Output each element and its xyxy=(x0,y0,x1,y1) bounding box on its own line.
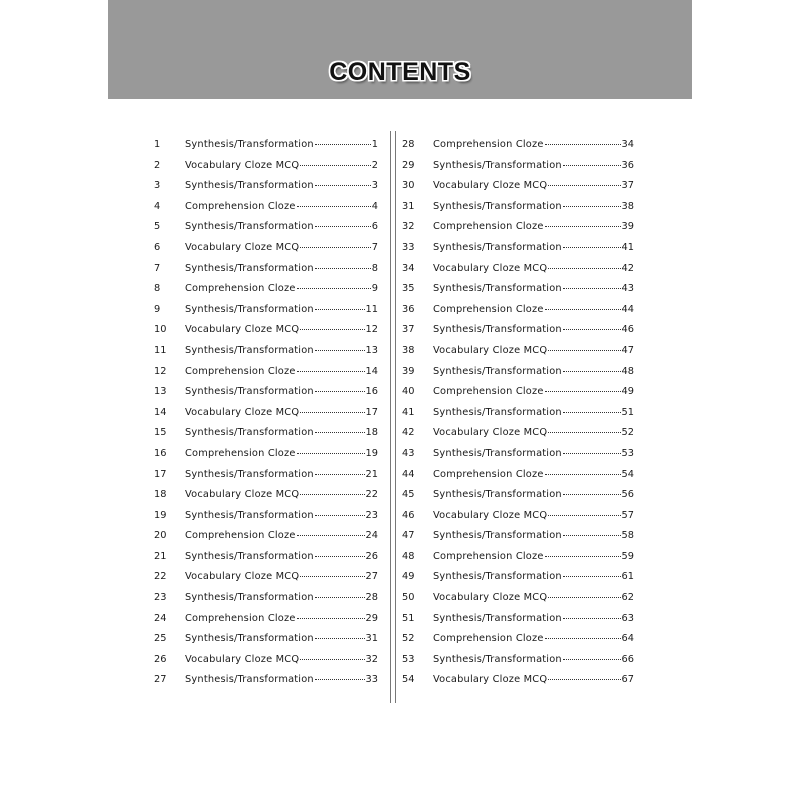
entry-page-number: 58 xyxy=(621,530,634,542)
entry-page-number: 18 xyxy=(365,427,378,439)
dot-leader xyxy=(297,453,365,454)
dot-leader xyxy=(315,597,365,598)
entry-page-number: 12 xyxy=(365,324,378,336)
contents-entry xyxy=(402,650,634,671)
entry-title: Synthesis/Transformation xyxy=(433,283,562,295)
dot-leader xyxy=(300,412,364,413)
dot-leader xyxy=(297,618,365,619)
contents-entry xyxy=(154,567,378,588)
entry-number: 14 xyxy=(154,406,167,418)
entry-title: Synthesis/Transformation xyxy=(433,489,562,501)
dot-leader xyxy=(297,206,371,207)
entry-page-number: 67 xyxy=(621,674,634,686)
dot-leader xyxy=(548,597,620,598)
dot-leader xyxy=(315,350,365,351)
entry-number: 38 xyxy=(402,344,415,356)
entry-number: 22 xyxy=(154,571,167,583)
entry-number: 32 xyxy=(402,221,415,233)
page-title: CONTENTS xyxy=(329,58,471,86)
entry-page-number: 46 xyxy=(621,324,634,336)
contents-entry xyxy=(154,279,378,300)
entry-page-number: 8 xyxy=(371,262,378,274)
entry-number: 36 xyxy=(402,303,415,315)
entry-page-number: 64 xyxy=(621,633,634,645)
entry-number: 16 xyxy=(154,447,167,459)
entry-page-number: 26 xyxy=(365,550,378,562)
entry-number: 13 xyxy=(154,386,167,398)
dot-leader xyxy=(315,638,365,639)
entry-number: 45 xyxy=(402,489,415,501)
entry-title: Vocabulary Cloze MCQ xyxy=(185,406,300,418)
contents-entry xyxy=(154,526,378,547)
entry-title: Synthesis/Transformation xyxy=(185,468,314,480)
entry-title: Comprehension Cloze xyxy=(185,612,296,624)
entry-page-number: 39 xyxy=(621,221,634,233)
entry-title: Vocabulary Cloze MCQ xyxy=(185,241,300,253)
dot-leader xyxy=(548,679,620,680)
contents-entry xyxy=(402,485,634,506)
entry-page-number: 31 xyxy=(365,633,378,645)
entry-page-number: 33 xyxy=(365,674,378,686)
entry-page-number: 47 xyxy=(621,344,634,356)
dot-leader xyxy=(315,515,365,516)
entry-number: 7 xyxy=(154,262,161,274)
contents-entry xyxy=(154,609,378,630)
contents-entry xyxy=(154,197,378,218)
entry-number: 34 xyxy=(402,262,415,274)
contents-entry xyxy=(402,382,634,403)
entry-title: Synthesis/Transformation xyxy=(185,386,314,398)
entry-page-number: 41 xyxy=(621,241,634,253)
contents-entry xyxy=(402,197,634,218)
entry-title: Vocabulary Cloze MCQ xyxy=(433,180,548,192)
dot-leader xyxy=(563,453,621,454)
contents-column-right xyxy=(402,135,634,691)
entry-page-number: 49 xyxy=(621,386,634,398)
entry-page-number: 48 xyxy=(621,365,634,377)
contents-entry xyxy=(154,444,378,465)
contents-entry xyxy=(154,320,378,341)
entry-number: 40 xyxy=(402,386,415,398)
entry-title: Synthesis/Transformation xyxy=(185,550,314,562)
contents-entry xyxy=(154,156,378,177)
contents-entry xyxy=(402,176,634,197)
dot-leader xyxy=(297,535,365,536)
entry-number: 26 xyxy=(154,653,167,665)
dot-leader xyxy=(548,432,620,433)
dot-leader xyxy=(545,226,621,227)
entry-page-number: 1 xyxy=(371,139,378,150)
entry-title: Comprehension Cloze xyxy=(185,530,296,542)
entry-title: Vocabulary Cloze MCQ xyxy=(433,344,548,356)
entry-number: 18 xyxy=(154,489,167,501)
entry-title: Vocabulary Cloze MCQ xyxy=(185,571,300,583)
entry-number: 9 xyxy=(154,303,161,315)
dot-leader xyxy=(548,268,620,269)
entry-number: 30 xyxy=(402,180,415,192)
dot-leader xyxy=(300,576,364,577)
entry-page-number: 56 xyxy=(621,489,634,501)
entry-title: Vocabulary Cloze MCQ xyxy=(185,489,300,501)
entry-number: 11 xyxy=(154,344,167,356)
entry-title: Synthesis/Transformation xyxy=(185,180,314,192)
contents-entry xyxy=(402,670,634,691)
dot-leader xyxy=(315,309,365,310)
entry-title: Comprehension Cloze xyxy=(185,283,296,295)
contents-entry xyxy=(154,547,378,568)
dot-leader xyxy=(545,391,621,392)
dot-leader xyxy=(315,556,365,557)
entry-title: Synthesis/Transformation xyxy=(433,447,562,459)
dot-leader xyxy=(315,185,371,186)
entry-title: Synthesis/Transformation xyxy=(433,571,562,583)
entry-title: Synthesis/Transformation xyxy=(185,344,314,356)
contents-entry xyxy=(402,135,634,156)
entry-number: 46 xyxy=(402,509,415,521)
entry-page-number: 17 xyxy=(365,406,378,418)
entry-number: 54 xyxy=(402,674,415,686)
dot-leader xyxy=(563,206,621,207)
entry-number: 19 xyxy=(154,509,167,521)
entry-number: 35 xyxy=(402,283,415,295)
entry-title: Comprehension Cloze xyxy=(433,468,544,480)
entry-page-number: 37 xyxy=(621,180,634,192)
contents-entry xyxy=(402,238,634,259)
entry-number: 24 xyxy=(154,612,167,624)
entry-number: 31 xyxy=(402,200,415,212)
entry-number: 2 xyxy=(154,159,161,171)
column-divider xyxy=(390,131,396,703)
contents-entry xyxy=(154,217,378,238)
contents-entry xyxy=(154,506,378,527)
entry-title: Synthesis/Transformation xyxy=(185,674,314,686)
dot-leader xyxy=(297,288,371,289)
entry-title: Synthesis/Transformation xyxy=(433,530,562,542)
entry-title: Synthesis/Transformation xyxy=(433,365,562,377)
dot-leader xyxy=(563,329,621,330)
entry-title: Vocabulary Cloze MCQ xyxy=(433,592,548,604)
entry-number: 28 xyxy=(402,139,415,150)
dot-leader xyxy=(563,535,621,536)
contents-entry xyxy=(402,444,634,465)
entry-title: Vocabulary Cloze MCQ xyxy=(185,159,300,171)
entry-page-number: 42 xyxy=(621,262,634,274)
dot-leader xyxy=(545,474,621,475)
entry-page-number: 19 xyxy=(365,447,378,459)
entry-number: 5 xyxy=(154,221,161,233)
contents-entry xyxy=(154,382,378,403)
entry-page-number: 29 xyxy=(365,612,378,624)
entry-title: Synthesis/Transformation xyxy=(433,612,562,624)
entry-title: Vocabulary Cloze MCQ xyxy=(185,653,300,665)
entry-page-number: 22 xyxy=(365,489,378,501)
entry-number: 37 xyxy=(402,324,415,336)
entry-page-number: 4 xyxy=(371,200,378,212)
contents-page xyxy=(108,0,692,800)
dot-leader xyxy=(563,165,621,166)
entry-number: 27 xyxy=(154,674,167,686)
entry-title: Comprehension Cloze xyxy=(433,633,544,645)
entry-number: 52 xyxy=(402,633,415,645)
entry-page-number: 16 xyxy=(365,386,378,398)
dot-leader xyxy=(563,576,621,577)
entry-number: 21 xyxy=(154,550,167,562)
dot-leader xyxy=(563,247,621,248)
entry-page-number: 6 xyxy=(371,221,378,233)
entry-page-number: 57 xyxy=(621,509,634,521)
contents-entry xyxy=(154,135,378,156)
entry-page-number: 3 xyxy=(371,180,378,192)
dot-leader xyxy=(315,432,365,433)
entry-title: Synthesis/Transformation xyxy=(185,509,314,521)
contents-entry xyxy=(402,341,634,362)
entry-number: 23 xyxy=(154,592,167,604)
dot-leader xyxy=(563,494,621,495)
entry-number: 50 xyxy=(402,592,415,604)
dot-leader xyxy=(545,309,621,310)
entry-page-number: 21 xyxy=(365,468,378,480)
entry-title: Comprehension Cloze xyxy=(185,447,296,459)
contents-entry xyxy=(402,465,634,486)
entry-title: Comprehension Cloze xyxy=(433,386,544,398)
dot-leader xyxy=(300,247,371,248)
entry-number: 53 xyxy=(402,653,415,665)
contents-entry xyxy=(154,650,378,671)
contents-entry xyxy=(402,403,634,424)
entry-page-number: 13 xyxy=(365,344,378,356)
dot-leader xyxy=(545,556,621,557)
contents-entry xyxy=(154,259,378,280)
entry-number: 10 xyxy=(154,324,167,336)
dot-leader xyxy=(315,268,371,269)
contents-entry xyxy=(402,362,634,383)
contents-entry xyxy=(154,362,378,383)
entry-page-number: 11 xyxy=(365,303,378,315)
contents-column-left xyxy=(154,135,378,691)
contents-entry xyxy=(402,506,634,527)
entry-page-number: 24 xyxy=(365,530,378,542)
entry-title: Synthesis/Transformation xyxy=(433,324,562,336)
entry-page-number: 32 xyxy=(365,653,378,665)
contents-entry xyxy=(402,547,634,568)
dot-leader xyxy=(548,185,620,186)
entry-title: Synthesis/Transformation xyxy=(433,406,562,418)
dot-leader xyxy=(548,515,620,516)
dot-leader xyxy=(563,288,621,289)
entry-number: 49 xyxy=(402,571,415,583)
contents-entry xyxy=(154,485,378,506)
entry-title: Vocabulary Cloze MCQ xyxy=(433,674,548,686)
entry-page-number: 23 xyxy=(365,509,378,521)
entry-number: 4 xyxy=(154,200,161,212)
entry-number: 41 xyxy=(402,406,415,418)
entry-page-number: 54 xyxy=(621,468,634,480)
contents-entry xyxy=(154,670,378,691)
entry-number: 3 xyxy=(154,180,161,192)
entry-number: 6 xyxy=(154,241,161,253)
entry-title: Synthesis/Transformation xyxy=(185,633,314,645)
entry-title: Synthesis/Transformation xyxy=(185,427,314,439)
contents-entry xyxy=(402,320,634,341)
entry-number: 20 xyxy=(154,530,167,542)
dot-leader xyxy=(315,391,365,392)
entry-page-number: 53 xyxy=(621,447,634,459)
entry-title: Comprehension Cloze xyxy=(433,550,544,562)
entry-number: 39 xyxy=(402,365,415,377)
entry-number: 15 xyxy=(154,427,167,439)
contents-entry xyxy=(154,629,378,650)
contents-entry xyxy=(402,300,634,321)
contents-entry xyxy=(154,300,378,321)
dot-leader xyxy=(545,144,621,145)
entry-title: Synthesis/Transformation xyxy=(185,221,314,233)
contents-entry xyxy=(154,403,378,424)
dot-leader xyxy=(563,659,621,660)
entry-number: 51 xyxy=(402,612,415,624)
entry-page-number: 2 xyxy=(371,159,378,171)
entry-title: Comprehension Cloze xyxy=(433,139,544,150)
dot-leader xyxy=(297,371,365,372)
dot-leader xyxy=(563,371,621,372)
contents-entry xyxy=(154,423,378,444)
contents-entry xyxy=(402,609,634,630)
contents-entry xyxy=(402,567,634,588)
entry-page-number: 34 xyxy=(621,139,634,150)
entry-page-number: 62 xyxy=(621,592,634,604)
entry-title: Vocabulary Cloze MCQ xyxy=(433,509,548,521)
dot-leader xyxy=(300,329,364,330)
contents-entry xyxy=(402,217,634,238)
entry-number: 44 xyxy=(402,468,415,480)
contents-entry xyxy=(402,156,634,177)
contents-entry xyxy=(402,279,634,300)
entry-page-number: 51 xyxy=(621,406,634,418)
contents-entry xyxy=(154,588,378,609)
entry-title: Synthesis/Transformation xyxy=(185,262,314,274)
contents-entry xyxy=(154,238,378,259)
entry-number: 8 xyxy=(154,283,161,295)
contents-entry xyxy=(154,341,378,362)
entry-title: Vocabulary Cloze MCQ xyxy=(433,427,548,439)
entry-number: 1 xyxy=(154,139,161,150)
header-banner xyxy=(108,0,692,99)
entry-number: 47 xyxy=(402,530,415,542)
entry-page-number: 52 xyxy=(621,427,634,439)
entry-title: Synthesis/Transformation xyxy=(185,592,314,604)
entry-page-number: 59 xyxy=(621,550,634,562)
entry-number: 48 xyxy=(402,550,415,562)
contents-entry xyxy=(402,629,634,650)
entry-title: Vocabulary Cloze MCQ xyxy=(433,262,548,274)
contents-entry xyxy=(402,259,634,280)
entry-page-number: 9 xyxy=(371,283,378,295)
dot-leader xyxy=(563,618,621,619)
dot-leader xyxy=(315,474,365,475)
contents-entry xyxy=(154,176,378,197)
contents-entry xyxy=(402,423,634,444)
entry-title: Synthesis/Transformation xyxy=(433,653,562,665)
entry-title: Synthesis/Transformation xyxy=(433,159,562,171)
dot-leader xyxy=(315,226,371,227)
entry-number: 43 xyxy=(402,447,415,459)
entry-number: 33 xyxy=(402,241,415,253)
entry-title: Synthesis/Transformation xyxy=(433,200,562,212)
entry-page-number: 43 xyxy=(621,283,634,295)
entry-number: 29 xyxy=(402,159,415,171)
entry-page-number: 27 xyxy=(365,571,378,583)
entry-title: Synthesis/Transformation xyxy=(433,241,562,253)
entry-number: 42 xyxy=(402,427,415,439)
dot-leader xyxy=(563,412,621,413)
entry-title: Comprehension Cloze xyxy=(433,303,544,315)
entry-title: Comprehension Cloze xyxy=(433,221,544,233)
entry-page-number: 61 xyxy=(621,571,634,583)
dot-leader xyxy=(300,494,364,495)
entry-page-number: 7 xyxy=(371,241,378,253)
entry-number: 17 xyxy=(154,468,167,480)
dot-leader xyxy=(315,679,365,680)
entry-page-number: 38 xyxy=(621,200,634,212)
entry-page-number: 36 xyxy=(621,159,634,171)
entry-title: Synthesis/Transformation xyxy=(185,303,314,315)
dot-leader xyxy=(300,659,364,660)
dot-leader xyxy=(545,638,621,639)
entry-title: Comprehension Cloze xyxy=(185,365,296,377)
entry-page-number: 28 xyxy=(365,592,378,604)
entry-page-number: 14 xyxy=(365,365,378,377)
entry-page-number: 63 xyxy=(621,612,634,624)
entry-title: Vocabulary Cloze MCQ xyxy=(185,324,300,336)
entry-page-number: 44 xyxy=(621,303,634,315)
entry-title: Comprehension Cloze xyxy=(185,200,296,212)
contents-entry xyxy=(402,588,634,609)
entry-page-number: 66 xyxy=(621,653,634,665)
dot-leader xyxy=(315,144,371,145)
dot-leader xyxy=(548,350,620,351)
contents-entry xyxy=(402,526,634,547)
dot-leader xyxy=(300,165,371,166)
contents-entry xyxy=(154,465,378,486)
entry-title: Synthesis/Transformation xyxy=(185,139,314,150)
entry-number: 12 xyxy=(154,365,167,377)
entry-number: 25 xyxy=(154,633,167,645)
